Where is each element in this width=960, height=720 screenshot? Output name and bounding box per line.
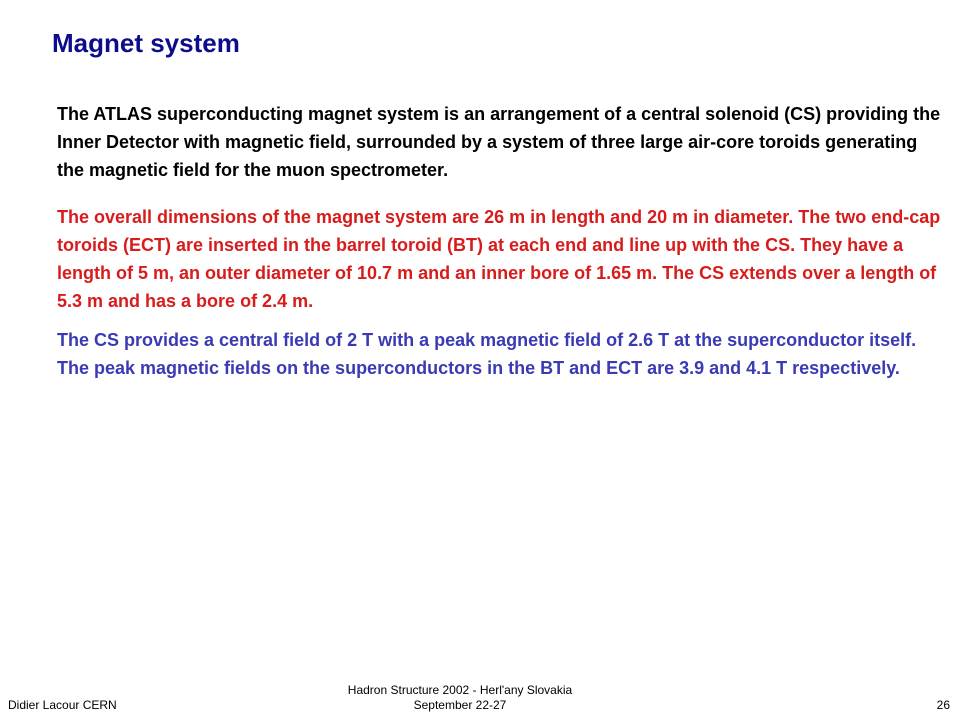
paragraph-fields: The CS provides a central field of 2 T with a peak magnetic field of 2.6 T at the superconductor itself. The peak magnetic fields on the superconductors in the BT and ECT are 3.9 and 4.1 T respectively. xyxy=(57,330,917,378)
footer-conference-title: Hadron Structure 2002 - Herl'any Slovakia xyxy=(347,683,573,697)
footer-conference xyxy=(0,683,920,713)
footer-conference-dates: September 22-27 xyxy=(413,698,507,712)
footer-author: Didier Lacour CERN xyxy=(8,698,117,712)
page-number: 26 xyxy=(936,698,950,712)
paragraph-dimensions: The overall dimensions of the magnet system are 26 m in length and 20 m in diameter. The two end-cap toroids (ECT) are inserted in the barrel toroid (BT) at each end and line up with the CS. They have a length of 5 m, an outer diameter of 10.7 m and an inner bore of 1.65 m. The CS extends over a length of 5.3 m and has a bore of 2.4 m. xyxy=(57,207,941,311)
slide-title: Magnet system xyxy=(52,28,240,58)
paragraph-overview: The ATLAS superconducting magnet system is an arrangement of a central solenoid (CS) providing the Inner Detector with magnetic field, surrounded by a system of three large air-core toroids generating the magnetic field for the muon spectrometer. xyxy=(57,104,941,180)
